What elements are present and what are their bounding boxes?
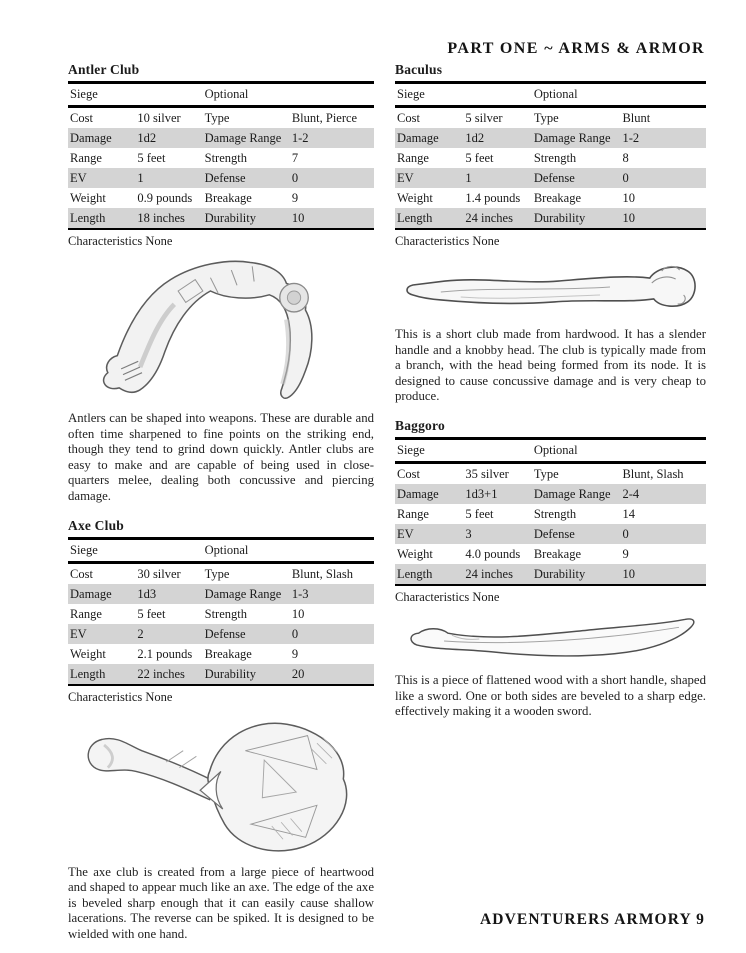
weapon-description: This is a short club made from hardwood. It has a slender handle and a knobby head. The club is typically made from a branch, with the head being formed from its node. It is designed to cause concussive damage and is very cheap to produce.: [395, 327, 706, 404]
stat-value: 2-4: [622, 486, 640, 501]
stat-label: Type: [533, 466, 559, 481]
stat-label: Defense: [204, 626, 246, 641]
weapon-description: The axe club is created from a large piece of heartwood and shaped to appear much like an axe. The edge of the axe is beveled sharp enough that it can easily cause shallow lacerations. The reverse can be spiked. It is designed to be wielded with one hand.: [68, 864, 374, 941]
stat-value: 7: [291, 151, 299, 165]
table-header-row: [68, 83, 374, 107]
weapon-stat-table: [68, 537, 374, 686]
right-column: [395, 62, 706, 943]
stat-value: 1-3: [291, 586, 309, 601]
baggoro-drawing: [401, 615, 700, 667]
stat-row: [395, 107, 706, 129]
baculus-drawing: [401, 257, 700, 321]
stat-label: Breakage: [204, 191, 252, 205]
weapon-characteristics: Characteristics None: [395, 234, 500, 248]
column-header-siege: Siege: [70, 87, 98, 101]
column-header-blank: [463, 83, 531, 107]
stat-value: 1: [465, 171, 472, 185]
weapon-title: Antler Club: [68, 62, 140, 77]
stat-value: 22 inches: [137, 666, 185, 681]
stat-row: [68, 644, 374, 664]
stat-value: 3: [465, 526, 472, 541]
stat-label: Damage Range: [204, 131, 282, 145]
weapon-characteristics: Characteristics None: [68, 234, 173, 248]
stat-value: 5 feet: [137, 151, 166, 165]
axe-club-drawing: [74, 713, 368, 859]
stat-value: 24 inches: [465, 566, 513, 581]
stat-label: Weight: [70, 191, 106, 205]
stat-label: Strength: [204, 151, 247, 165]
stat-value: 9: [291, 191, 299, 205]
stat-value: 4.0 pounds: [465, 546, 521, 561]
stat-label: Breakage: [204, 646, 252, 661]
stat-value: 2.1 pounds: [137, 646, 193, 661]
weapon-stat-table: [395, 81, 706, 230]
stat-label: Type: [204, 566, 230, 581]
weapon-stat-table: [395, 437, 706, 586]
weapon-characteristics: Characteristics None: [395, 589, 500, 604]
stat-value: 35 silver: [465, 466, 509, 481]
stat-value: 0: [291, 626, 299, 641]
stat-row: [68, 128, 374, 148]
stat-label: Strength: [533, 151, 577, 165]
stat-label: Strength: [533, 506, 577, 521]
stat-value: 24 inches: [465, 211, 513, 225]
stat-value: 5 feet: [465, 151, 494, 165]
stat-label: Weight: [397, 546, 433, 561]
stat-label: Length: [70, 666, 106, 681]
stat-value: 30 silver: [137, 566, 181, 581]
stat-value: 10: [622, 211, 635, 225]
page-header: PART ONE ~ ARMS & ARMOR: [447, 40, 705, 57]
stat-label: Length: [397, 566, 433, 581]
stat-row: [395, 188, 706, 208]
stat-row: [68, 604, 374, 624]
stat-label: Defense: [533, 526, 575, 541]
weapon-section-baggoro: [395, 418, 706, 720]
weapon-section-axe-club: [68, 518, 374, 943]
stat-row: [68, 168, 374, 188]
table-header-row: [395, 83, 706, 107]
stat-value: 1-2: [291, 131, 309, 145]
stat-label: Damage: [397, 486, 439, 501]
column-header-blank: [290, 83, 374, 107]
stat-label: Cost: [70, 111, 93, 125]
stat-value: 2: [137, 626, 144, 641]
stat-row: [395, 524, 706, 544]
stat-label: Damage Range: [204, 586, 282, 601]
stat-label: Damage Range: [533, 131, 611, 145]
stat-value: 5 feet: [137, 606, 166, 621]
stat-label: Range: [70, 606, 102, 621]
stat-value: 0: [622, 526, 629, 541]
stat-label: EV: [70, 626, 87, 641]
stat-value: 1: [137, 171, 144, 185]
stat-label: Breakage: [533, 546, 582, 561]
column-header-siege: Siege: [397, 442, 425, 457]
stat-label: Cost: [70, 566, 93, 581]
stat-label: Length: [70, 211, 106, 225]
stat-value: 1d3: [137, 586, 157, 601]
stat-label: Strength: [204, 606, 247, 621]
table-header-row: [395, 438, 706, 462]
stat-label: Durability: [533, 566, 586, 581]
stat-label: Range: [397, 506, 429, 521]
stat-value: 1-2: [622, 131, 640, 145]
stat-label: Defense: [204, 171, 246, 185]
stat-label: EV: [70, 171, 87, 185]
stat-label: Cost: [397, 466, 420, 481]
stat-value: 5 silver: [465, 111, 503, 125]
stat-row: [68, 208, 374, 229]
stat-row: [68, 562, 374, 584]
stat-value: 18 inches: [137, 211, 185, 225]
column-header-optional: Optional: [533, 442, 578, 457]
stat-value: 5 feet: [465, 506, 494, 521]
stat-value: 0: [622, 171, 629, 185]
stat-row: [395, 462, 706, 484]
stat-value: Blunt, Slash: [622, 466, 684, 481]
stat-value: 9: [622, 546, 629, 561]
stat-row: [68, 188, 374, 208]
stat-row: [68, 664, 374, 685]
stat-label: Durability: [533, 211, 586, 225]
stat-label: Length: [397, 211, 433, 225]
stat-row: [68, 624, 374, 644]
stat-label: Durability: [204, 211, 257, 225]
stat-value: 1.4 pounds: [465, 191, 521, 205]
weapon-section-baculus: [395, 62, 706, 405]
page-footer: ADVENTURERS ARMORY 9: [480, 911, 705, 928]
stat-value: Blunt, Slash: [291, 566, 353, 581]
stat-value: 10: [622, 191, 635, 205]
weapon-description: This is a piece of flattened wood with a short handle, shaped like a sword. One or both sides are beveled to a sharp edge. effectively making it a wooden sword.: [395, 672, 706, 719]
stat-value: 0.9 pounds: [137, 191, 193, 205]
stat-label: Type: [533, 111, 559, 125]
column-header-siege: Siege: [70, 542, 98, 557]
column-header-blank: [620, 438, 706, 462]
stat-row: [68, 584, 374, 604]
baculus-illustration: [395, 257, 706, 321]
stat-row: [68, 107, 374, 129]
stat-label: Defense: [533, 171, 575, 185]
baggoro-illustration: [395, 615, 706, 667]
weapon-title: Baggoro: [395, 417, 445, 433]
column-header-blank: [620, 83, 706, 107]
stat-label: Type: [204, 111, 230, 125]
stat-label: Range: [397, 151, 429, 165]
stat-label: Damage: [397, 131, 439, 145]
stat-value: Blunt: [622, 111, 651, 125]
stat-label: EV: [397, 171, 414, 185]
stat-value: Blunt, Pierce: [291, 111, 358, 125]
column-header-blank: [290, 538, 374, 562]
stat-value: 1d2: [137, 131, 157, 145]
column-header-optional: Optional: [533, 87, 578, 101]
weapon-characteristics: Characteristics None: [68, 689, 173, 704]
stat-value: 1d3+1: [465, 486, 498, 501]
weapon-title: Axe Club: [68, 517, 124, 533]
stat-label: Range: [70, 151, 102, 165]
stat-row: [395, 148, 706, 168]
stat-label: Weight: [397, 191, 433, 205]
stat-value: 14: [622, 506, 635, 521]
stat-row: [395, 128, 706, 148]
stat-label: Weight: [70, 646, 106, 661]
table-header-row: [68, 538, 374, 562]
stat-value: 10: [291, 211, 305, 225]
stat-row: [395, 504, 706, 524]
weapon-section-antler-club: [68, 62, 374, 505]
content-columns: [68, 62, 706, 943]
column-header-blank: [135, 538, 202, 562]
stat-label: EV: [397, 526, 414, 541]
antler-club-illustration: [68, 253, 374, 405]
weapon-title: Baculus: [395, 62, 443, 77]
column-header-blank: [463, 438, 531, 462]
stat-row: [395, 564, 706, 585]
column-header-blank: [135, 83, 202, 107]
column-header-optional: Optional: [204, 87, 249, 101]
stat-value: 1d2: [465, 131, 485, 145]
stat-label: Cost: [397, 111, 420, 125]
stat-value: 10: [291, 606, 305, 621]
stat-label: Damage: [70, 586, 112, 601]
column-header-siege: Siege: [397, 87, 425, 101]
left-column: [68, 62, 374, 943]
stat-value: 20: [291, 666, 305, 681]
stat-value: 10 silver: [137, 111, 181, 125]
stat-label: Damage Range: [533, 486, 611, 501]
weapon-stat-table: [68, 81, 374, 230]
stat-value: 10: [622, 566, 635, 581]
stat-value: 0: [291, 171, 299, 185]
stat-value: 9: [291, 646, 299, 661]
column-header-optional: Optional: [204, 542, 249, 557]
axe-club-illustration: [68, 713, 374, 859]
weapon-description: Antlers can be shaped into weapons. These are durable and often time sharpened to fine points on the striking end, though they tend to grind down quickly. Antler clubs are easy to make and are capable of being used in close-quarters melee, dealing both concussive and piercing damage.: [68, 411, 374, 503]
stat-label: Durability: [204, 666, 257, 681]
stat-row: [395, 544, 706, 564]
stat-row: [395, 208, 706, 229]
antler-club-drawing: [74, 253, 368, 405]
stat-row: [395, 168, 706, 188]
stat-row: [395, 484, 706, 504]
stat-row: [68, 148, 374, 168]
stat-value: 8: [622, 151, 629, 165]
stat-label: Breakage: [533, 191, 582, 205]
stat-label: Damage: [70, 131, 112, 145]
